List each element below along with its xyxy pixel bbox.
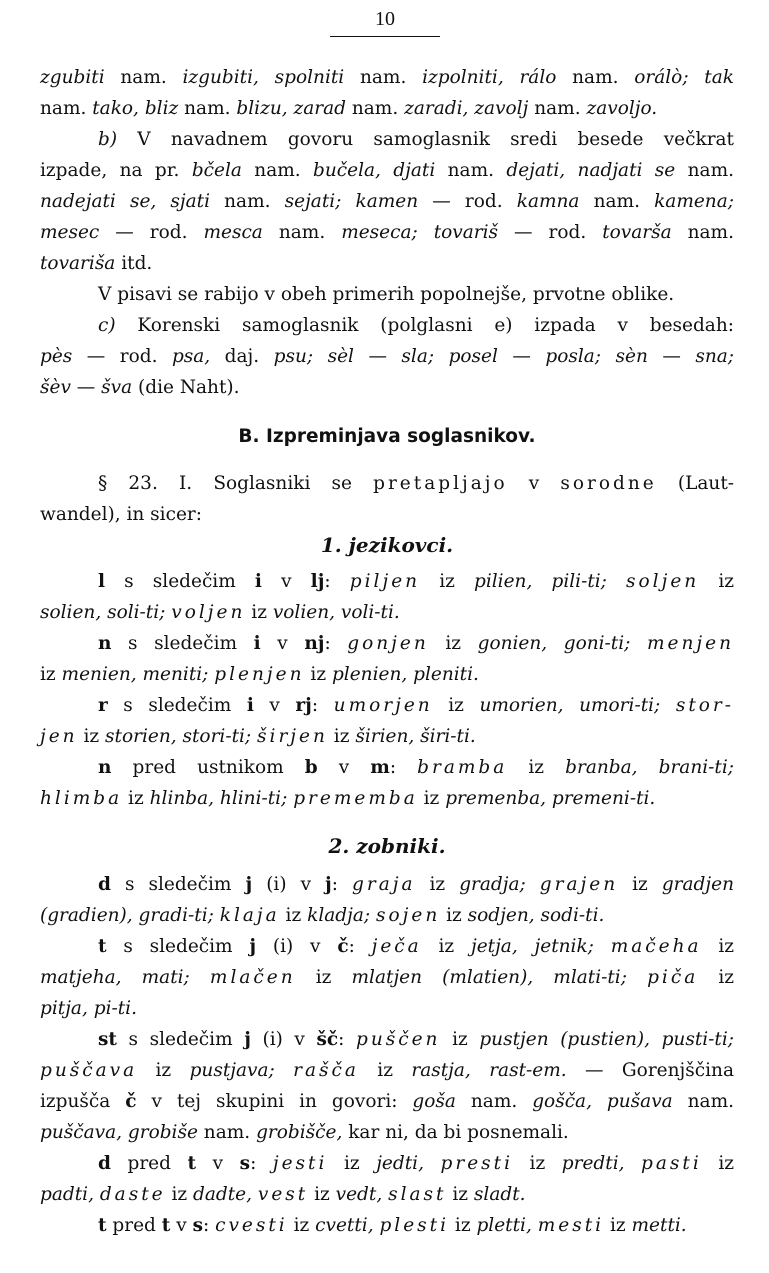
text-line (40, 597, 734, 628)
text-span: cvetti, (315, 1215, 380, 1236)
text-span: nam. (435, 160, 507, 181)
paragraph-14 (40, 1210, 734, 1241)
text-span: dadte, (193, 1184, 258, 1205)
text-span: iz (446, 1184, 474, 1205)
text-line (40, 752, 734, 783)
text-span: sojen (376, 905, 441, 926)
text-span: — Gorenjščina (566, 1060, 734, 1081)
text-span: puščava (40, 1060, 138, 1081)
text-span: bčela (191, 160, 242, 181)
text-span: — rod. (72, 346, 172, 367)
text-span: pretapljajo (373, 473, 508, 494)
text-span: i (253, 633, 261, 654)
section-heading-b: B. Izpreminjava soglasnikov. (238, 426, 536, 447)
text-span: pred ustnikom (111, 757, 305, 778)
text-span: iz (304, 664, 332, 685)
text-span: nam. (579, 191, 655, 212)
text-span: piljen (349, 571, 421, 592)
text-span: s sledečim (106, 936, 250, 957)
text-line (40, 962, 734, 993)
text-span: piča (647, 967, 699, 988)
text-span: psu; sèl (273, 346, 354, 367)
text-span: : (324, 633, 348, 654)
text-span: (i) v (252, 874, 326, 895)
text-span: iz (420, 571, 474, 592)
text-span: v (196, 1153, 240, 1174)
text-span: rašča (293, 1060, 359, 1081)
text-span: : (389, 757, 418, 778)
text-span: jen (40, 726, 78, 747)
text-span: menjen (646, 633, 734, 654)
text-span: : (250, 1153, 273, 1174)
paragraph-5 (40, 468, 734, 530)
text-line (40, 1086, 734, 1117)
text-span: nam. (197, 1122, 257, 1143)
text-span: s (239, 1153, 251, 1174)
paragraph-3 (40, 279, 734, 310)
text-span: (gradien), gradi-ti; (40, 905, 220, 926)
text-span: izgubiti, spolniti (182, 67, 345, 88)
text-span: gošča, pušava (532, 1091, 673, 1112)
text-line (40, 155, 734, 186)
text-span: mačeha (610, 936, 702, 957)
text-span: izpušča (40, 1091, 126, 1112)
paragraph-13 (40, 1148, 734, 1210)
text-span: iz (507, 757, 566, 778)
text-line (40, 1210, 734, 1241)
text-span: psa, (171, 346, 211, 367)
text-span: prememba (293, 788, 418, 809)
text-span: m (370, 757, 390, 778)
text-span: iz (245, 602, 273, 623)
text-span: mlačen (209, 967, 296, 988)
text-span: bramba (417, 757, 508, 778)
text-line (40, 1179, 734, 1210)
text-span: j (249, 936, 257, 957)
text-span: č (125, 1091, 137, 1112)
text-span: puščen (356, 1029, 441, 1050)
text-span: d (98, 874, 111, 895)
text-line (40, 783, 734, 814)
text-span: V pisavi se rabijo v obeh primerih popolnejše, prvotne oblike. (98, 284, 675, 305)
text-span: § 23. I. Soglasniki se (98, 473, 374, 494)
text-span: volien, voli-ti. (272, 602, 400, 623)
text-line (40, 900, 734, 931)
text-line (40, 217, 734, 248)
text-span: s (192, 1215, 203, 1236)
text-span: iz (308, 1184, 336, 1205)
text-span: s sledečim (111, 633, 254, 654)
text-span: iz (698, 967, 735, 988)
text-line (40, 628, 734, 659)
text-span: gonjen (347, 633, 429, 654)
text-span: nam. (40, 98, 93, 119)
text-span: nj (304, 633, 325, 654)
text-span: pilien, pili-ti; (474, 571, 627, 592)
text-span: j (244, 1029, 251, 1050)
text-span: lj (310, 571, 325, 592)
text-span: šèv (40, 377, 71, 398)
text-span: presti (440, 1153, 513, 1174)
text-span: storien, stori-ti; (105, 726, 258, 747)
text-span: cvesti (215, 1215, 288, 1236)
text-span: t (161, 1215, 171, 1236)
text-line (40, 1055, 734, 1086)
text-span: — (497, 346, 546, 367)
text-span: iz (415, 874, 460, 895)
text-span: iz (417, 788, 446, 809)
text-span: kladja; (307, 905, 376, 926)
text-line (40, 1117, 734, 1148)
text-span: b (304, 757, 318, 778)
paragraph-10 (40, 869, 734, 931)
text-span: predti, (561, 1153, 642, 1174)
paragraph-4 (40, 310, 734, 403)
text-span: j (325, 874, 332, 895)
text-line (40, 1024, 734, 1055)
text-span: iz (428, 633, 478, 654)
text-span: — rod. (418, 191, 517, 212)
text-span: v (170, 1215, 193, 1236)
text-span: gradjen (661, 874, 735, 895)
text-span: l (98, 571, 106, 592)
text-span: pitja, pi-ti. (40, 998, 137, 1019)
text-span: t (98, 936, 107, 957)
text-span: iz (279, 905, 308, 926)
text-span: izpolniti, rálo (422, 67, 557, 88)
paragraph-1 (40, 62, 734, 124)
text-span: sla; posel (401, 346, 498, 367)
text-span: v tej skupini in govori: (136, 1091, 413, 1112)
text-line (40, 186, 734, 217)
text-span: umorien, umori-ti; (479, 695, 676, 716)
text-span: zavoljo. (586, 98, 658, 119)
text-span: ječa (371, 936, 422, 957)
text-span: iz (165, 1184, 194, 1205)
text-span: iz (77, 726, 106, 747)
text-span: v (253, 695, 296, 716)
text-span: iz (327, 1153, 377, 1174)
text-span: mesti (537, 1215, 605, 1236)
text-span: gonien, goni-ti; (477, 633, 647, 654)
text-span: c) (98, 315, 116, 336)
text-span: plesti (379, 1215, 450, 1236)
text-span: — (647, 346, 696, 367)
text-span: goša (412, 1091, 456, 1112)
text-span: iz (701, 936, 735, 957)
text-span: nam. (672, 1091, 735, 1112)
text-line (40, 62, 734, 93)
text-span: nam. (262, 222, 342, 243)
page-number: 10 (375, 8, 395, 30)
text-span: iz (604, 1215, 632, 1236)
text-span: padti, (40, 1184, 100, 1205)
text-span: nam. (671, 222, 734, 243)
text-span: iz (421, 936, 471, 957)
text-line (40, 372, 734, 403)
text-span: plenien, pleniti. (331, 664, 479, 685)
text-span: dejati, nadjati se (506, 160, 676, 181)
text-span: kamna (516, 191, 580, 212)
text-span: pred (106, 1215, 162, 1236)
text-span: jetja, jetnik; (470, 936, 611, 957)
text-span: iz (137, 1060, 190, 1081)
text-span: (die Naht). (132, 377, 240, 398)
text-span: hlimba (40, 788, 123, 809)
text-span: sorodne (560, 473, 657, 494)
text-span: izpade, na pr. (40, 160, 192, 181)
paragraph-8 (40, 690, 734, 752)
text-span: metti. (631, 1215, 687, 1236)
text-line (40, 499, 734, 530)
text-line (40, 721, 734, 752)
text-span: nam. (210, 191, 285, 212)
page-number-rule (330, 36, 440, 37)
text-span: vest (257, 1184, 309, 1205)
text-span: pès (40, 346, 73, 367)
text-span: n (98, 633, 112, 654)
text-span: iz (449, 1215, 477, 1236)
text-span: iz (440, 905, 468, 926)
text-span: v (317, 757, 371, 778)
text-line (40, 248, 734, 279)
text-span: rastja, rast-em. (411, 1060, 567, 1081)
text-span: V navadnem govoru samoglasnik sredi besede večkrat (117, 129, 734, 150)
text-span: mlatjen (mlatien), mlati-ti; (351, 967, 648, 988)
paragraph-7 (40, 628, 734, 690)
text-span: (i) v (256, 936, 338, 957)
text-span: premenba, premeni-ti. (445, 788, 656, 809)
text-span: daj. (210, 346, 274, 367)
text-span: klaja (219, 905, 280, 926)
text-span: rj (295, 695, 312, 716)
text-span: : (348, 936, 372, 957)
text-line (40, 310, 734, 341)
text-span: bučela, djati (313, 160, 436, 181)
text-span: pustjava; (189, 1060, 294, 1081)
text-span: i (246, 695, 254, 716)
text-span: pletti, (476, 1215, 538, 1236)
text-span: solien, soli-ti; (40, 602, 172, 623)
text-line (40, 993, 734, 1024)
text-span: puščava, grobiše (40, 1122, 198, 1143)
text-span: (i) v (250, 1029, 317, 1050)
text-span: matjeha, mati; (40, 967, 210, 988)
text-span: — (70, 377, 102, 398)
paragraph-2 (40, 124, 734, 279)
text-span: nam. (345, 98, 405, 119)
text-span: t (187, 1153, 197, 1174)
text-span: širien, širi-ti. (355, 726, 476, 747)
text-span: sna; (695, 346, 734, 367)
text-span: nadejati se, sjati (40, 191, 211, 212)
text-span: st (98, 1029, 117, 1050)
text-span: : (331, 874, 353, 895)
text-span: slast (388, 1184, 447, 1205)
text-span: graja (352, 874, 416, 895)
text-span: jedti, (376, 1153, 441, 1174)
text-span: menien, meniti; (61, 664, 215, 685)
text-span: grajen (539, 874, 619, 895)
text-span: — rod. (498, 222, 603, 243)
text-span: nam. (455, 1091, 533, 1112)
text-span: plenjen (214, 664, 305, 685)
text-span: — rod. (99, 222, 204, 243)
text-span: v (261, 571, 311, 592)
paragraph-12 (40, 1024, 734, 1148)
text-line (40, 690, 734, 721)
text-span: d (98, 1153, 111, 1174)
text-span: iz (699, 571, 735, 592)
text-span: n (98, 757, 112, 778)
text-span: šč (316, 1029, 339, 1050)
paragraph-11 (40, 931, 734, 1024)
text-span: — (353, 346, 402, 367)
text-span: sladt. (473, 1184, 526, 1205)
text-span: iz (295, 967, 352, 988)
text-span: soljen (626, 571, 700, 592)
text-span: voljen (171, 602, 246, 623)
text-span: i (254, 571, 262, 592)
text-span: nam. (104, 67, 183, 88)
text-span: kar ni, da bi posnemali. (342, 1122, 569, 1143)
text-span: sejati; kamen (284, 191, 419, 212)
text-span: : (311, 695, 334, 716)
text-span: blizu, zarad (236, 98, 346, 119)
text-span: iz (513, 1153, 562, 1174)
text-line (40, 93, 734, 124)
text-span: iz (40, 664, 62, 685)
text-span: pred (110, 1153, 188, 1174)
text-line (40, 659, 734, 690)
text-span: v (507, 473, 561, 494)
text-span: orálò; tak (634, 67, 734, 88)
text-span: umorjen (333, 695, 433, 716)
subheading-jezikovci: 1. jezikovci. (320, 533, 454, 557)
text-span: daste (99, 1184, 166, 1205)
text-span: itd. (115, 253, 153, 274)
text-line (40, 124, 734, 155)
text-span: j (245, 874, 253, 895)
text-span: zaradi, zavolj (404, 98, 529, 119)
text-span: iz (122, 788, 150, 809)
text-span: v (260, 633, 305, 654)
paragraph-9 (40, 752, 734, 814)
text-span: s sledečim (105, 571, 255, 592)
text-line (40, 468, 734, 499)
text-span: šva (101, 377, 133, 398)
text-span: jesti (272, 1153, 328, 1174)
text-line (40, 931, 734, 962)
text-span: mesec (40, 222, 100, 243)
text-span: branba, brani-ti; (565, 757, 734, 778)
text-line (40, 869, 734, 900)
text-span: meseca; tovariš (341, 222, 499, 243)
text-span: č (337, 936, 349, 957)
text-span: nam. (178, 98, 237, 119)
text-span: : (324, 571, 350, 592)
text-span: zgubiti (40, 67, 105, 88)
text-span: s sledečim (110, 874, 246, 895)
text-span: b) (98, 129, 118, 150)
text-line (40, 341, 734, 372)
text-span: nam. (675, 160, 735, 181)
text-span: r (98, 695, 108, 716)
text-line (40, 1148, 734, 1179)
text-span: s sledečim (107, 695, 247, 716)
text-span: pasti (641, 1153, 702, 1174)
text-span: posla; sèn (545, 346, 648, 367)
text-span: nam. (344, 67, 423, 88)
text-span: (Laut- (656, 473, 735, 494)
text-span: nam. (528, 98, 587, 119)
paragraph-6 (40, 566, 734, 628)
text-span: nam. (241, 160, 314, 181)
text-span: t (98, 1215, 107, 1236)
text-span: iz (432, 695, 480, 716)
text-line (40, 279, 734, 310)
text-span: tako, bliz (92, 98, 179, 119)
text-span: gradja; (459, 874, 540, 895)
text-span: vedt, (335, 1184, 389, 1205)
text-span: pustjen (pustien), pusti-ti; (479, 1029, 735, 1050)
text-span: iz (358, 1060, 412, 1081)
text-span: iz (327, 726, 356, 747)
text-span: mesca (203, 222, 263, 243)
text-span: iz (701, 1153, 734, 1174)
text-line (40, 566, 734, 597)
text-span: iz (440, 1029, 480, 1050)
text-span: tovarša (602, 222, 672, 243)
text-span: nam. (556, 67, 635, 88)
text-span: hlinba, hlini-ti; (149, 788, 294, 809)
text-span: kamena; (654, 191, 734, 212)
text-span: tovariša (40, 253, 116, 274)
text-span: iz (287, 1215, 316, 1236)
text-span: stor- (675, 695, 734, 716)
text-span: : (338, 1029, 356, 1050)
text-span: s sledečim (116, 1029, 245, 1050)
text-span: Korenski samoglasnik (polglasni e) izpada v besedah: (115, 315, 734, 336)
text-span: : (202, 1215, 216, 1236)
text-span: grobišče, (256, 1122, 343, 1143)
text-span: sodjen, sodi-ti. (467, 905, 605, 926)
text-span: širjen (257, 726, 328, 747)
subheading-zobniki: 2. zobniki. (328, 834, 446, 858)
text-span: iz (618, 874, 662, 895)
text-span: wandel), in sicer: (40, 504, 202, 525)
